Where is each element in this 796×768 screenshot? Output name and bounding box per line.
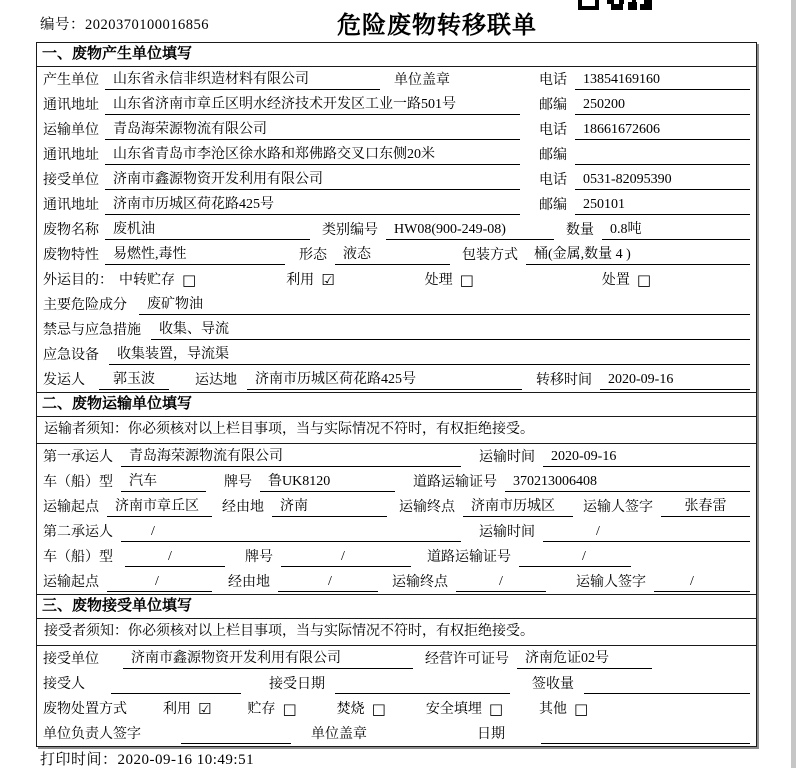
form-state-label: 形态 <box>299 248 327 263</box>
receiver-phone-label: 电话 <box>539 173 567 188</box>
row-producer-unit <box>37 67 756 92</box>
emergency-equipment-label: 应急设备 <box>43 348 99 363</box>
row-producer-address <box>37 92 756 117</box>
transporter-unit-label: 运输单位 <box>43 123 99 138</box>
hazard-component-label: 主要危险成分 <box>43 298 127 313</box>
carrier2-end-value: / <box>456 572 546 592</box>
carrier2-origin-value: / <box>107 572 212 592</box>
transfer-time-value: 2020-09-16 <box>600 370 750 390</box>
row-carrier1 <box>37 444 756 469</box>
waste-character-label: 废物特性 <box>43 248 99 263</box>
row-manager-sign <box>37 721 756 746</box>
destination-label: 运达地 <box>195 373 237 388</box>
carrier1-plate-label: 牌号 <box>224 475 252 490</box>
row-emergency-equipment <box>37 342 756 367</box>
disposal-method-label: 废物处置方式 <box>43 702 127 717</box>
print-time-value: 2020-09-16 10:49:51 <box>117 752 255 768</box>
carrier1-plate-value: 鲁UK8120 <box>260 472 395 492</box>
row-transfer-purpose <box>37 267 756 292</box>
print-time-label: 打印时间： <box>40 752 118 768</box>
document-number-label: 编号： <box>40 17 85 33</box>
carrier1-value: 青岛海荣源物流有限公司 <box>121 447 461 467</box>
producer-phone-label: 电话 <box>539 73 567 88</box>
receiver-zip-label: 邮编 <box>539 198 567 213</box>
carrier1-license-value: 370213006408 <box>505 472 750 492</box>
carrier2-time-value: / <box>543 522 750 542</box>
accept-date-value <box>335 674 510 694</box>
carrier1-sign-label: 运输人签字 <box>583 500 653 515</box>
transporter-unit-value: 青岛海荣源物流有限公司 <box>105 120 520 140</box>
print-time <box>40 748 254 768</box>
row-carrier1-vehicle <box>37 469 756 494</box>
transporter-phone-label: 电话 <box>539 123 567 138</box>
permit-number-label: 经营许可证号 <box>425 652 509 667</box>
carrier1-origin-value: 济南市章丘区 <box>107 497 212 517</box>
section2-header: 二、废物运输单位填写 <box>37 393 756 417</box>
carrier2-label: 第二承运人 <box>43 525 113 540</box>
page-title: 危险废物转移联单 <box>337 13 537 39</box>
row-receiver-unit <box>37 167 756 192</box>
row-carrier1-route <box>37 494 756 519</box>
row-receive-unit <box>37 646 756 671</box>
producer-zip-label: 邮编 <box>539 98 567 113</box>
shipper-label: 发运人 <box>43 373 85 388</box>
disposal-use-label: 利用 <box>163 702 191 717</box>
waste-name-value: 废机油 <box>105 220 310 240</box>
category-code-label: 类别编号 <box>322 223 378 238</box>
carrier1-vehicle-label: 车（船）型 <box>43 475 113 490</box>
transporter-address-label: 通讯地址 <box>43 148 99 163</box>
disposal-other-label: 其他 <box>539 702 568 717</box>
waste-name-label: 废物名称 <box>43 223 99 238</box>
carrier2-via-value: / <box>278 572 378 592</box>
row-disposal-method <box>37 696 756 721</box>
producer-phone-value: 13854169160 <box>575 70 750 90</box>
quantity-value: 0.8吨 <box>602 220 750 240</box>
purpose-storage-checkbox: □ <box>182 271 197 289</box>
packing-value: 桶(金属,数量 4 ) <box>526 245 750 265</box>
receive-unit-label: 接受单位 <box>43 652 99 667</box>
receiver-zip-value: 250101 <box>575 195 750 215</box>
manager-sign-value <box>181 724 291 744</box>
row-waste-name <box>37 217 756 242</box>
purpose-option-dispose-label: 处置 <box>601 273 630 288</box>
carrier1-label: 第一承运人 <box>43 450 113 465</box>
acceptor-label: 接受人 <box>43 677 85 692</box>
packing-label: 包装方式 <box>462 248 518 263</box>
carrier1-license-label: 道路运输证号 <box>413 475 497 490</box>
manifest-form <box>36 42 757 747</box>
purpose-treat-checkbox: □ <box>459 271 474 289</box>
disposal-burn-label: 焚烧 <box>336 702 365 717</box>
carrier2-sign-value: / <box>654 572 750 592</box>
receiver-seal-label: 单位盖章 <box>311 727 367 742</box>
manager-sign-label: 单位负责人签字 <box>43 727 141 742</box>
purpose-option-use-label: 利用 <box>286 273 315 288</box>
transporter-zip-value <box>575 145 750 165</box>
producer-address-value: 山东省济南市章丘区明水经济技术开发区工业一路501号 <box>105 95 520 115</box>
row-waste-character <box>37 242 756 267</box>
row-carrier2-vehicle <box>37 544 756 569</box>
carrier2-vehicle-value: / <box>125 547 225 567</box>
row-transporter-address <box>37 142 756 167</box>
carrier2-license-value: / <box>519 547 631 567</box>
sign-date-value <box>541 724 750 744</box>
taboo-measures-label: 禁忌与应急措施 <box>43 323 141 338</box>
carrier2-vehicle-label: 车（船）型 <box>43 550 113 565</box>
disposal-use-checkbox: ☑ <box>198 700 212 718</box>
carrier2-value: / <box>121 522 461 542</box>
purpose-option-storage-label: 中转贮存 <box>119 273 175 288</box>
carrier1-end-label: 运输终点 <box>399 500 455 515</box>
emergency-equipment-value: 收集装置，导流渠 <box>109 345 750 365</box>
disposal-store-label: 贮存 <box>247 702 276 717</box>
row-hazard-component <box>37 292 756 317</box>
row-carrier2-route <box>37 569 756 594</box>
hazard-component-value: 废矿物油 <box>139 295 750 315</box>
section-producer <box>37 43 756 392</box>
row-carrier2 <box>37 519 756 544</box>
carrier2-plate-label: 牌号 <box>245 550 273 565</box>
shipper-value: 郭玉波 <box>99 370 169 390</box>
permit-number-value: 济南危证02号 <box>517 649 652 669</box>
row-shipper <box>37 367 756 392</box>
window-edge <box>791 0 796 768</box>
received-amount-value <box>584 674 750 694</box>
qr-code-icon <box>578 0 652 10</box>
carrier1-via-label: 经由地 <box>222 500 264 515</box>
acceptor-value <box>111 674 241 694</box>
transporter-notice: 运输者须知：你必须核对以上栏目事项，当与实际情况不符时，有权拒绝接受。 <box>37 417 756 444</box>
disposal-landfill-checkbox: □ <box>488 700 504 718</box>
carrier2-plate-value: / <box>281 547 411 567</box>
carrier1-time-value: 2020-09-16 <box>543 447 750 467</box>
producer-unit-value: 山东省永信非织造材料有限公司 <box>105 70 380 90</box>
carrier2-time-label: 运输时间 <box>479 525 535 540</box>
receiver-address-label: 通讯地址 <box>43 198 99 213</box>
purpose-dispose-checkbox: □ <box>636 271 652 289</box>
carrier2-license-label: 道路运输证号 <box>427 550 511 565</box>
sign-date-label: 日期 <box>477 727 505 742</box>
document-number <box>40 13 209 34</box>
disposal-store-checkbox: □ <box>282 700 297 718</box>
receiver-unit-label: 接受单位 <box>43 173 99 188</box>
transporter-address-value: 山东省青岛市李沧区徐水路和郑佛路交叉口东侧20米 <box>105 145 520 165</box>
row-acceptor <box>37 671 756 696</box>
carrier1-time-label: 运输时间 <box>479 450 535 465</box>
transfer-time-label: 转移时间 <box>536 373 592 388</box>
form-state-value: 液态 <box>335 245 450 265</box>
section-receiver <box>37 594 756 746</box>
transporter-phone-value: 18661672606 <box>575 120 750 140</box>
disposal-other-checkbox: □ <box>574 700 589 718</box>
receiver-address-value: 济南市历城区荷花路425号 <box>105 195 520 215</box>
disposal-landfill-label: 安全填埋 <box>425 702 482 717</box>
receiver-notice: 接受者须知：你必须核对以上栏目事项，当与实际情况不符时，有权拒绝接受。 <box>37 619 756 646</box>
receive-unit-value: 济南市鑫源物资开发利用有限公司 <box>123 649 413 669</box>
carrier1-origin-label: 运输起点 <box>43 500 99 515</box>
row-transporter-unit <box>37 117 756 142</box>
producer-zip-value: 250200 <box>575 95 750 115</box>
taboo-measures-value: 收集、导流 <box>151 320 750 340</box>
carrier1-vehicle-value: 汽车 <box>121 472 206 492</box>
unit-seal-label: 单位盖章 <box>394 73 450 88</box>
accept-date-label: 接受日期 <box>269 677 325 692</box>
carrier2-via-label: 经由地 <box>228 575 270 590</box>
received-amount-label: 签收量 <box>532 677 574 692</box>
carrier1-end-value: 济南市历城区 <box>463 497 573 517</box>
document-number-value: 2020370100016856 <box>85 17 209 33</box>
producer-address-label: 通讯地址 <box>43 98 99 113</box>
row-taboo-measures <box>37 317 756 342</box>
disposal-burn-checkbox: □ <box>371 700 386 718</box>
section1-header: 一、废物产生单位填写 <box>37 43 756 67</box>
carrier2-sign-label: 运输人签字 <box>576 575 646 590</box>
destination-value: 济南市历城区荷花路425号 <box>247 370 522 390</box>
row-receiver-address <box>37 192 756 217</box>
receiver-phone-value: 0531-82095390 <box>575 170 750 190</box>
carrier1-sign-value: 张春雷 <box>661 497 750 517</box>
carrier2-end-label: 运输终点 <box>392 575 448 590</box>
purpose-option-treat-label: 处理 <box>424 273 453 288</box>
carrier1-via-value: 济南 <box>272 497 387 517</box>
section3-header: 三、废物接受单位填写 <box>37 595 756 619</box>
section-transporter <box>37 392 756 594</box>
transporter-zip-label: 邮编 <box>539 148 567 163</box>
waste-character-value: 易燃性,毒性 <box>105 245 285 265</box>
purpose-use-checkbox: ☑ <box>321 271 335 289</box>
producer-unit-label: 产生单位 <box>43 73 99 88</box>
transfer-purpose-label: 外运目的： <box>43 273 113 288</box>
receiver-unit-value: 济南市鑫源物资开发利用有限公司 <box>105 170 520 190</box>
category-code-value: HW08(900-249-08) <box>386 220 554 240</box>
quantity-label: 数量 <box>566 223 594 238</box>
carrier2-origin-label: 运输起点 <box>43 575 99 590</box>
